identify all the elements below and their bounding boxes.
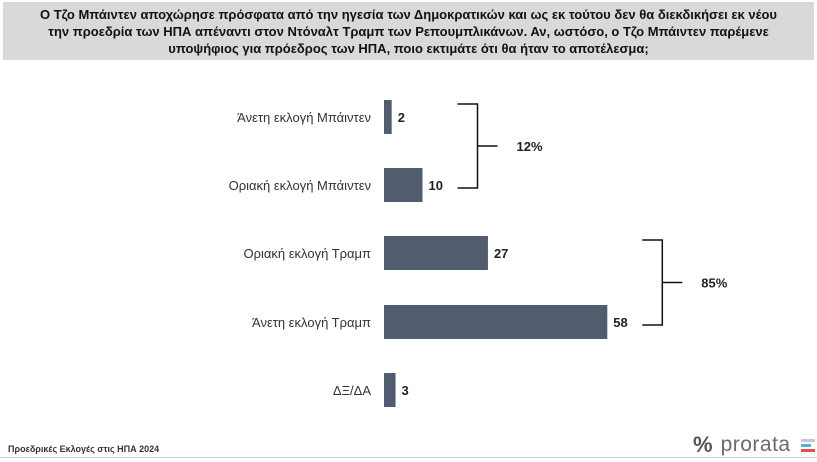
footer-source: Προεδρικές Εκλογές στις ΗΠΑ 2024 — [8, 444, 160, 454]
category-label: ΔΞ/ΔΑ — [332, 383, 371, 398]
group-total-label: 85% — [701, 275, 728, 291]
prorata-logo — [693, 432, 815, 458]
category-label: Οριακή εκλογή Τραμπ — [243, 246, 371, 261]
bar — [384, 100, 392, 134]
category-label: Οριακή εκλογή Μπάιντεν — [228, 178, 371, 193]
question-line-1: Ο Τζο Μπάιντεν αποχώρησε πρόσφατα από την ηγεσία των Δημοκρατικών και ως εκ τούτου δεν θα διεκδικήσει εκ νέου — [40, 7, 777, 22]
bar — [384, 305, 607, 339]
group-total-label: 12% — [516, 139, 543, 154]
bar — [384, 168, 423, 202]
category-label: Άνετη εκλογή Τραμπ — [252, 315, 371, 330]
bar — [384, 373, 396, 407]
data-label: 58 — [613, 315, 628, 330]
question-line-2: την προεδρία των ΗΠΑ απέναντι στον Ντόναλτ Τραμπ των Ρεπουμπλικάνων. Αν, ωστόσο, ο Τζο Μπάιντεν παρέμενε — [48, 24, 769, 39]
data-label: 2 — [397, 110, 405, 125]
data-label: 27 — [493, 246, 509, 261]
data-label: 10 — [428, 178, 443, 193]
percent-logo-icon: % — [693, 432, 713, 457]
group-bracket — [458, 104, 498, 188]
question-line-3: υποψήφιος για πρόεδρος των ΗΠΑ, ποιο εκτιμάτε ότι θα ήταν το αποτέλεσμα; — [168, 41, 649, 56]
group-bracket — [642, 240, 682, 325]
data-label: 3 — [401, 383, 409, 398]
category-label: Άνετη εκλογή Μπάιντεν — [237, 110, 371, 125]
brand-name: prorata — [720, 433, 791, 456]
brand-bars-icon — [801, 439, 815, 452]
bar — [384, 236, 488, 270]
